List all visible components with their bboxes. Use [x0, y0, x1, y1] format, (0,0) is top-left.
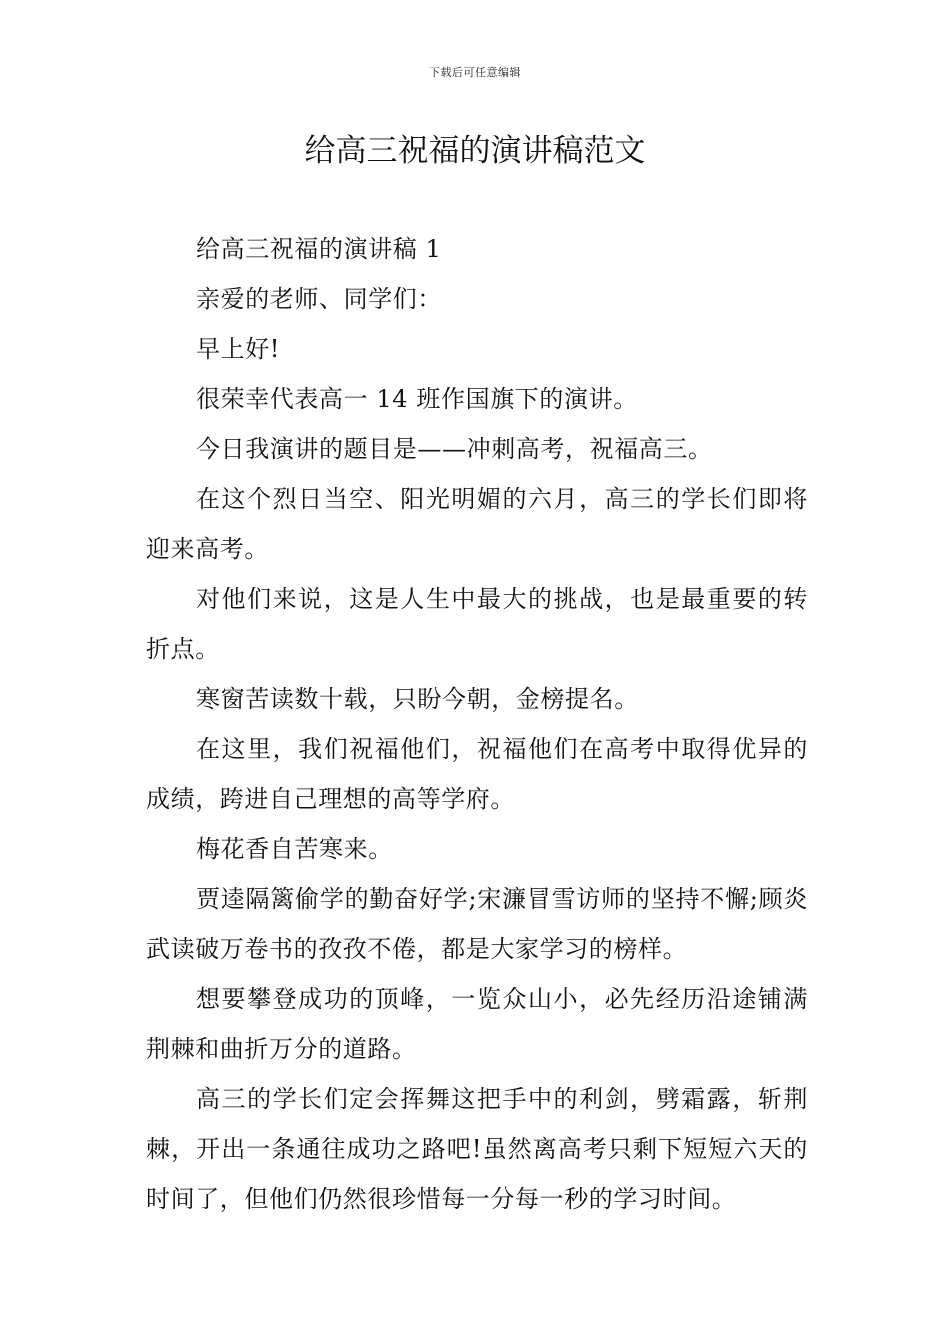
paragraph-plum-blossom: 梅花香自苦寒来。 [196, 835, 393, 863]
document-title: 给高三祝福的演讲稿范文 [304, 133, 646, 169]
paragraph-good-morning: 早上好! [196, 335, 281, 363]
paragraph-challenge: 对他们来说，这是人生中最大的挑战，也是最重要的转折点。 [146, 585, 808, 663]
paragraph-blessing: 在这里，我们祝福他们，祝福他们在高考中取得优异的成绩，跨进自己理想的高等学府。 [146, 735, 808, 813]
paragraph-greeting: 亲爱的老师、同学们： [196, 285, 442, 313]
document-body [146, 224, 808, 1224]
paragraph-summit: 想要攀登成功的顶峰，一览众山小，必先经历沿途铺满荆棘和曲折万分的道路。 [146, 985, 808, 1063]
paragraph-sword: 高三的学长们定会挥舞这把手中的利剑，劈霜露，斩荆棘，开出一条通往成功之路吧!虽然离高考只剩下短短六天的时间了，但他们仍然很珍惜每一分每一秒的学习时间。 [146, 1085, 808, 1213]
paragraph-topic: 今日我演讲的题目是——冲刺高考，祝福高三。 [196, 435, 713, 463]
paragraph-hard-study: 寒窗苦读数十载，只盼今朝，金榜提名。 [196, 685, 639, 713]
header-note: 下载后可任意编辑 [429, 66, 521, 79]
paragraph-introduction: 很荣幸代表高一 14 班作国旗下的演讲。 [196, 385, 638, 413]
paragraph-role-models: 贾逵隔篱偷学的勤奋好学;宋濂冒雪访师的坚持不懈;顾炎武读破万卷书的孜孜不倦，都是大家学习的榜样。 [146, 885, 808, 963]
paragraph-june: 在这个烈日当空、阳光明媚的六月，高三的学长们即将迎来高考。 [146, 485, 808, 563]
paragraph-speech-heading: 给高三祝福的演讲稿 1 [196, 235, 442, 263]
